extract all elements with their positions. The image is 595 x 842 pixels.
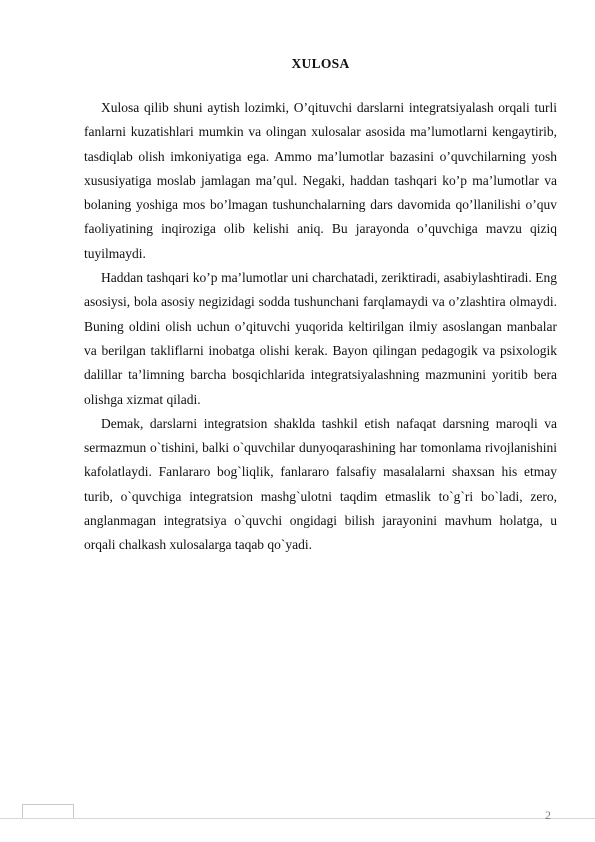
paragraph: Haddan tashqari ko’p ma’lumotlar uni charchatadi, zeriktiradi, asabiylashtiradi. Eng asosiysi, bola asosiy negizidagi sodda tushunchani farqlamaydi va o’zlashtira olmaydi. Buning oldini olish uchun o’qituvchi yuqorida keltirilgan ilmiy asoslangan manbalar va berilgan takliflarni inobatga olishi kerak. Bayon qilingan pedagogik va psixologik dalillar ta’limning barcha bosqichlarida integratsiyalashning mazmunini yoritib bera olishga xizmat qiladi. [84, 270, 557, 407]
page-number: 2 [545, 808, 551, 822]
paragraph: Xulosa qilib shuni aytish lozimki, O’qituvchi darslarni integratsiyalash orqali turli fanlarni kuzatishlari mumkin va olingan xulosalar asosida ma’lumotlarni kengaytirib, tasdiqlab olish imkoniyatiga ega. Ammo ma’lumotlar bazasini o’quvchilarning yosh xususiyatiga moslab jamlagan ma’qul. Negaki, haddan tashqari ko’p ma’lumotlar va bolaning yoshiga mos bo’lmagan tushunchalarning dars davomida qo’llanilishi o’quv faoliyatining inqiroziga olib kelishi aniq. Bu jarayonda o’quvchiga mavzu qiziq tuyilmaydi. [84, 100, 557, 261]
document-body [84, 96, 557, 558]
page-title: XULOSA [291, 56, 350, 71]
footer-tab-decoration [22, 804, 74, 819]
footer-divider [0, 818, 595, 819]
paragraph: Demak, darslarni integratsion shaklda tashkil etish nafaqat darsning maroqli va sermazmun o`tishini, balki o`quvchilar dunyoqarashining har tomonlama rivojlanishini kafolatlaydi. Fanlararo bog`liqlik, fanlararo falsafiy masalalarni shaxsan his etmay turib, o`quvchiga integratsion mashg`ulotni taqdim etmaslik to`g`ri bo`ladi, zero, anglanmagan integratsiya o`quvchi ongidagi bilish jarayonini mavhum holatga, u orqali chalkash xulosalarga taqab qo`yadi. [84, 415, 557, 553]
